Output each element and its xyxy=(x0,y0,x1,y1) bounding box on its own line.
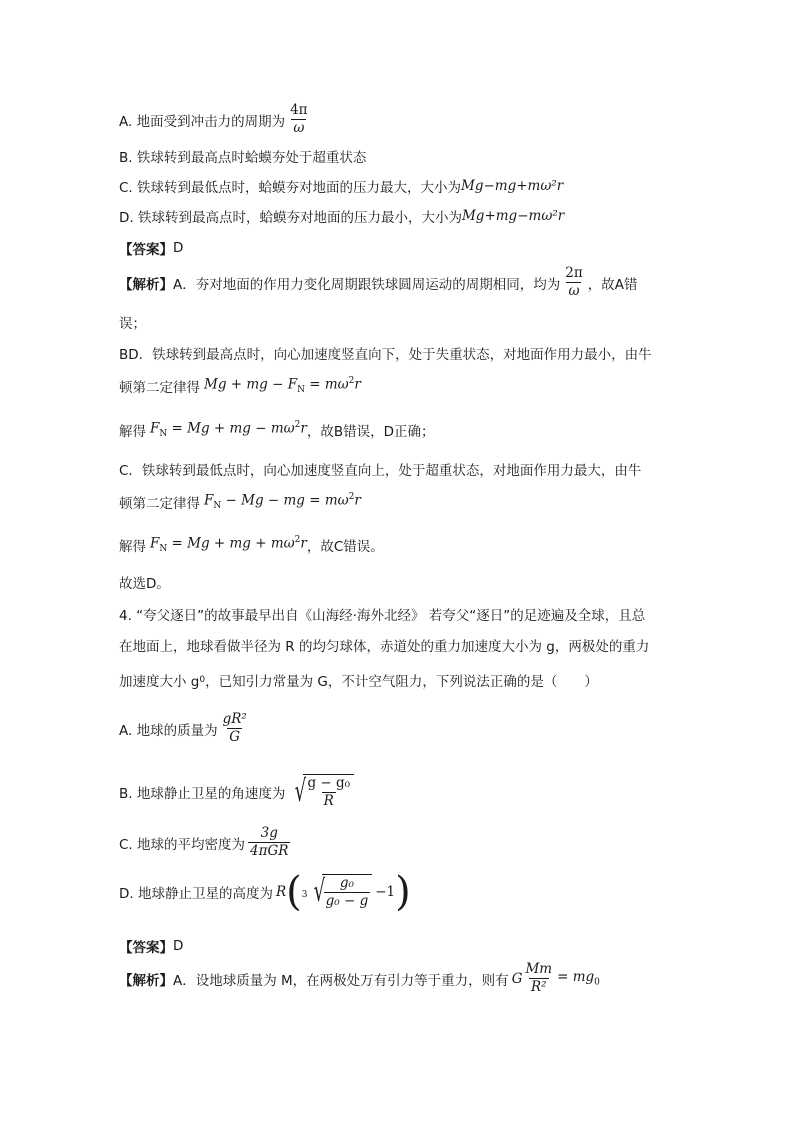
option-b-q4 xyxy=(119,774,354,810)
option-c-text: C. 地球的平均密度为 xyxy=(119,836,246,853)
answer-value: D xyxy=(173,938,184,954)
answer-line-2 xyxy=(119,936,183,956)
analysis-bd-line1 xyxy=(119,343,652,363)
right-paren: ) xyxy=(395,869,411,915)
equation-bd: Mg + mg − $F_N = m\omega^2r$ xyxy=(204,376,361,396)
frac-den: ω xyxy=(568,283,580,299)
fraction-2pi xyxy=(563,266,584,299)
option-d-formula: Mg+mg−mω²r xyxy=(461,208,565,224)
frac-num: Mm xyxy=(525,961,553,977)
equation-c: $F_N - Mg$ − mg = $m\omega^2r$ xyxy=(204,492,361,512)
option-d-text: D. 铁球转到最高点时，蛤蟆夯对地面的压力最小，大小为 xyxy=(119,210,462,226)
frac-num: 2π xyxy=(565,265,583,281)
frac-den: ω xyxy=(293,120,305,136)
analysis-2-a xyxy=(119,962,600,995)
analysis-c-pre: 顿第二定律得 xyxy=(119,496,200,512)
solution-post: ，故C错误。 xyxy=(306,539,384,555)
option-d-prev xyxy=(119,206,564,226)
frac-num: g₀ xyxy=(339,875,354,891)
fraction-gravity xyxy=(523,962,554,995)
fraction-omega xyxy=(305,776,352,809)
frac-num: gR² xyxy=(222,711,247,727)
analysis-a-post: ，故A错 xyxy=(587,276,638,293)
analysis-c-line2 xyxy=(119,492,361,512)
frac-den: g₀ − g xyxy=(325,893,369,909)
analysis-c-line1 xyxy=(119,459,641,479)
answer-tag: 【答案】 xyxy=(119,940,173,956)
conclusion-text: 故选D。 xyxy=(119,576,170,592)
fraction-period xyxy=(288,103,309,136)
option-b-text: B. 地球静止卫星的角速度为 xyxy=(119,786,286,802)
analysis-a-line xyxy=(119,266,637,299)
analysis-bd-pre: 顿第二定律得 xyxy=(119,380,200,396)
question-text: 在地面上，地球看做半径为 R 的均匀球体，赤道处的重力加速度大小为 g，两极处的重力 xyxy=(119,639,650,655)
option-a-text: A. 地面受到冲击力的周期为 xyxy=(119,113,286,130)
conclusion xyxy=(119,572,170,592)
analysis-bd-line2 xyxy=(119,376,361,396)
question-4-line2 xyxy=(119,635,649,655)
analysis-c-solution xyxy=(119,535,384,555)
option-a-text: A. 地球的质量为 xyxy=(119,722,218,739)
option-d-q4 xyxy=(119,870,411,914)
minus-one: −1 xyxy=(375,884,396,900)
equation-rhs: = $mg_0$ xyxy=(557,969,600,988)
question-text: 4. “夸父逐日”的故事最早出自《山海经·海外北经》 若夸父“逐日”的足迹遍及全球，且总 xyxy=(119,608,646,624)
radius-symbol: R xyxy=(275,884,287,900)
analysis-a-text: A．夯对地面的作用力变化周期跟铁球圆周运动的周期相同，均为 xyxy=(173,276,561,293)
analysis-tag: 【解析】 xyxy=(119,276,173,293)
option-c-text: C. 铁球转到最低点时，蛤蟆夯对地面的压力最大，大小为 xyxy=(119,180,462,196)
option-c-prev xyxy=(119,176,563,196)
analysis-a-cont xyxy=(119,312,146,332)
sqrt-symbol: √ $\frac{\text{g − g₀}}{R}$ xyxy=(287,774,354,810)
fraction-height xyxy=(324,876,371,909)
solution-post: ，故B错误，D正确； xyxy=(306,424,435,440)
analysis-bd-solution xyxy=(119,420,435,440)
answer-line-1 xyxy=(119,238,183,258)
frac-den: R² xyxy=(531,979,547,995)
analysis-c-text: C．铁球转到最低点时，向心加速度竖直向上，处于超重状态，对地面作用力最大，由牛 xyxy=(119,463,642,479)
answer-tag: 【答案】 xyxy=(119,242,173,258)
solution-pre: 解得 xyxy=(119,424,146,440)
question-4-line3: 加速度大小 g 0 ，已知引力常量为 G，不计空气阻力，下列说法正确的是（ ） xyxy=(119,674,598,690)
option-d-text: D. 地球静止卫星的高度为 xyxy=(119,886,273,902)
option-c-formula: Mg−mg+mω²r xyxy=(461,178,564,194)
answer-value: D xyxy=(173,240,184,256)
option-b-prev xyxy=(119,146,366,166)
fraction-density xyxy=(248,826,290,859)
fraction-mass xyxy=(221,712,249,745)
option-a-q4 xyxy=(119,712,252,745)
solution-pre: 解得 xyxy=(119,539,146,555)
option-c-q4 xyxy=(119,826,293,859)
cube-root-index: 3 xyxy=(301,890,308,900)
left-paren: ( xyxy=(286,869,302,915)
frac-num: 4π xyxy=(290,102,308,118)
analysis-a-cont-text: 误； xyxy=(119,316,146,332)
frac-den: G xyxy=(229,729,241,745)
option-b-text: B. 铁球转到最高点时蛤蟆夯处于超重状态 xyxy=(119,150,367,166)
cbrt-symbol: √ $\frac{\text{g₀}}{\text{g₀ − g}}$ xyxy=(306,874,373,910)
equation-bd-solution: $F_N = Mg$ + mg − $m\omega^2r$ xyxy=(150,420,307,440)
question-4-line1 xyxy=(119,604,645,624)
frac-den: R xyxy=(323,793,334,809)
frac-num: 3g xyxy=(260,825,278,841)
frac-den: 4πGR xyxy=(250,843,289,859)
analysis-bd-text: BD．铁球转到最高点时，向心加速度竖直向下，处于失重状态，对地面作用力最小，由牛 xyxy=(119,347,652,363)
analysis-text: A．设地球质量为 M，在两极处万有引力等于重力，则有 xyxy=(173,972,509,989)
equation-c-solution: $F_N = Mg$ + mg + $m\omega^2r$ xyxy=(150,535,307,555)
option-a-prev xyxy=(119,103,313,136)
frac-num: g − g₀ xyxy=(307,775,351,791)
gravity-constant: G xyxy=(511,970,523,987)
analysis-tag: 【解析】 xyxy=(119,972,173,989)
